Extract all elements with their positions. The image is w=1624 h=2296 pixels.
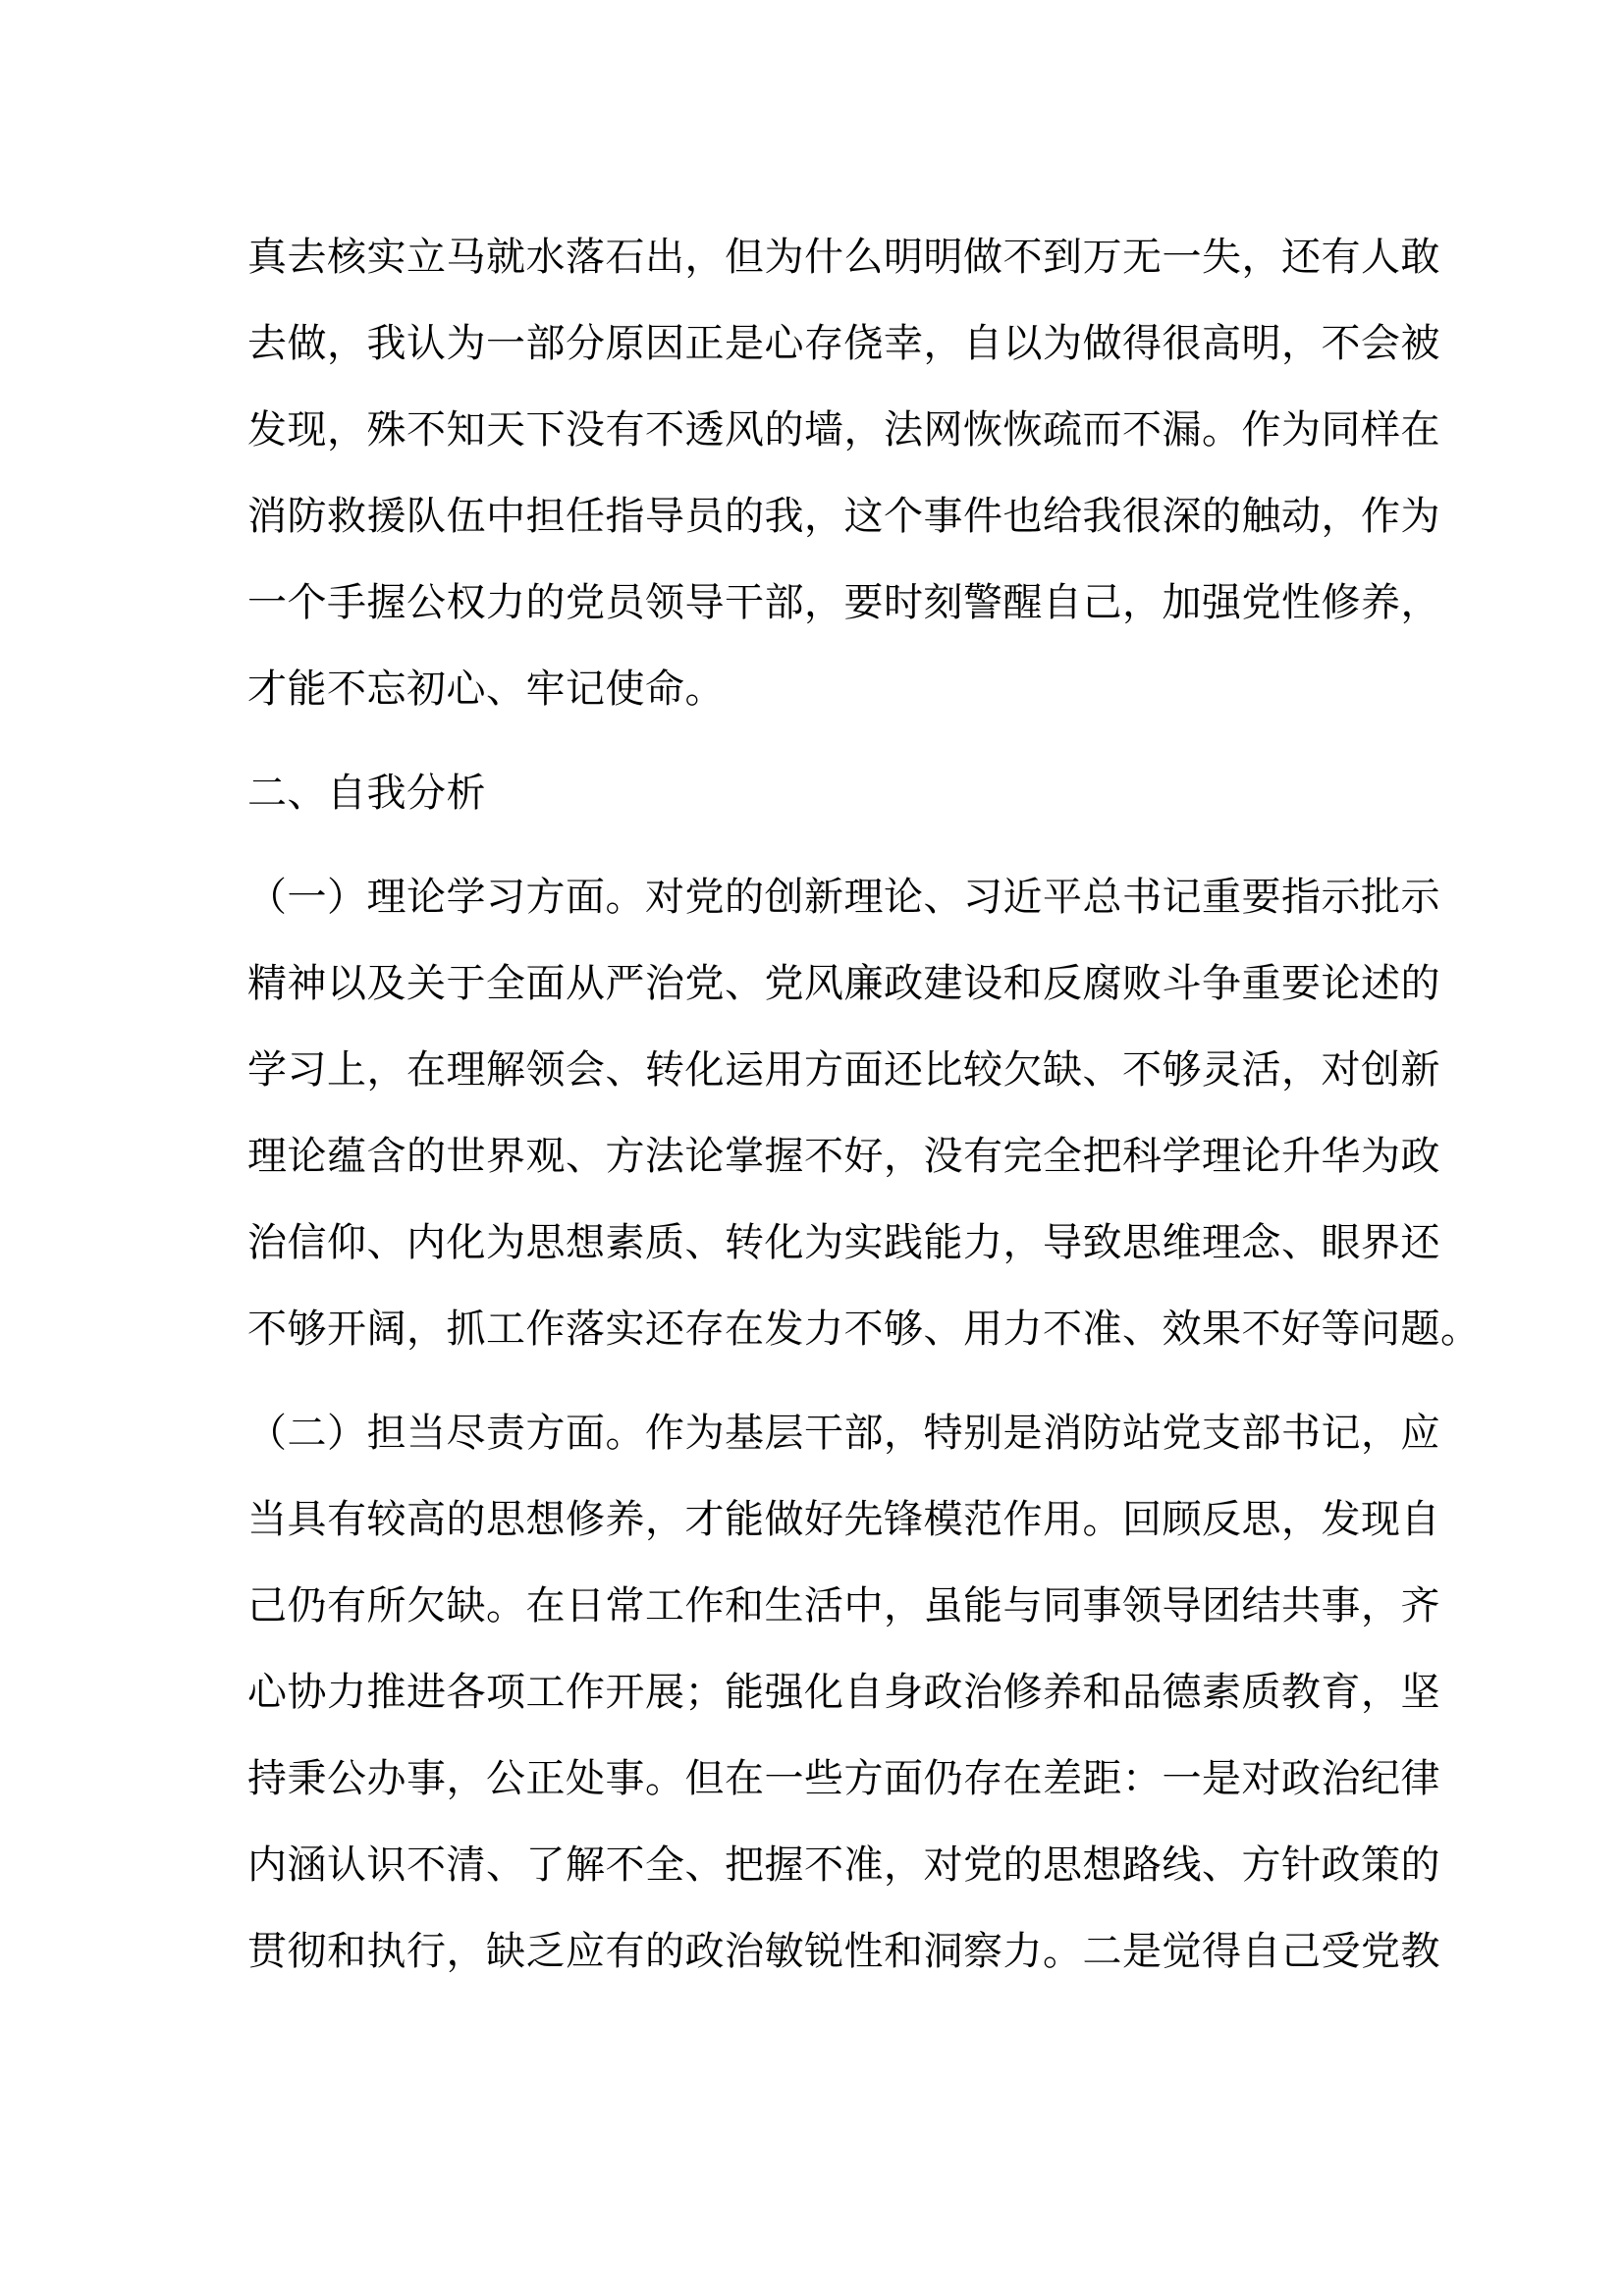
- paragraph-line: 学习上，在理解领会、转化运用方面还比较欠缺、不够灵活，对创新: [247, 1047, 1440, 1093]
- paragraph-line: （一）理论学习方面。对党的创新理论、习近平总书记重要指示批示: [247, 875, 1440, 920]
- paragraph-gap: [247, 746, 1367, 764]
- paragraph-line: 一个手握公权力的党员领导干部，要时刻警醒自己，加强党性修养，: [247, 580, 1440, 625]
- paragraph-line: 去做，我认为一部分原因正是心存侥幸，自以为做得很高明，不会被: [247, 321, 1440, 366]
- paragraph-gap: [247, 1386, 1367, 1404]
- section-heading-self-analysis: 二、自我分析: [247, 771, 486, 816]
- paragraph-2: [247, 868, 1481, 1386]
- paragraph-line: 精神以及关于全面从严治党、党风廉政建设和反腐败斗争重要论述的: [247, 961, 1440, 1006]
- paragraph-line: 己仍有所欠缺。在日常工作和生活中，虽能与同事领导团结共事，齐: [247, 1583, 1440, 1629]
- paragraph-line: 消防救援队伍中担任指导员的我，这个事件也给我很深的触动，作为: [247, 494, 1440, 539]
- paragraph-1: [247, 228, 1440, 746]
- paragraph-line: 当具有较高的思想修养，才能做好先锋模范作用。回顾反思，发现自: [247, 1497, 1440, 1542]
- paragraph-line: 心协力推进各项工作开展；能强化自身政治修养和品德素质教育，坚: [247, 1670, 1440, 1715]
- paragraph-line: 才能不忘初心、牢记使命。: [247, 667, 725, 712]
- paragraph-line: 理论蕴含的世界观、方法论掌握不好，没有完全把科学理论升华为政: [247, 1134, 1440, 1179]
- paragraph-line: 真去核实立马就水落石出，但为什么明明做不到万无一失，还有人敢: [247, 235, 1440, 280]
- paragraph-line: 持秉公办事，公正处事。但在一些方面仍存在差距：一是对政治纪律: [247, 1756, 1440, 1801]
- paragraph-line: 治信仰、内化为思想素质、转化为实践能力，导致思维理念、眼界还: [247, 1220, 1440, 1265]
- paragraph-line: （二）担当尽责方面。作为基层干部，特别是消防站党支部书记，应: [247, 1411, 1440, 1456]
- document-body: [247, 228, 1481, 2008]
- paragraph-3: [247, 1404, 1440, 2008]
- paragraph-line: 发现，殊不知天下没有不透风的墙，法网恢恢疏而不漏。作为同样在: [247, 407, 1440, 453]
- paragraph-line: 不够开阔，抓工作落实还存在发力不够、用力不准、效果不好等问题。: [247, 1307, 1481, 1352]
- paragraph-line: 贯彻和执行，缺乏应有的政治敏锐性和洞察力。二是觉得自己受党教: [247, 1929, 1440, 1974]
- paragraph-gap: [247, 850, 1367, 868]
- paragraph-line: 内涵认识不清、了解不全、把握不准，对党的思想路线、方针政策的: [247, 1842, 1440, 1888]
